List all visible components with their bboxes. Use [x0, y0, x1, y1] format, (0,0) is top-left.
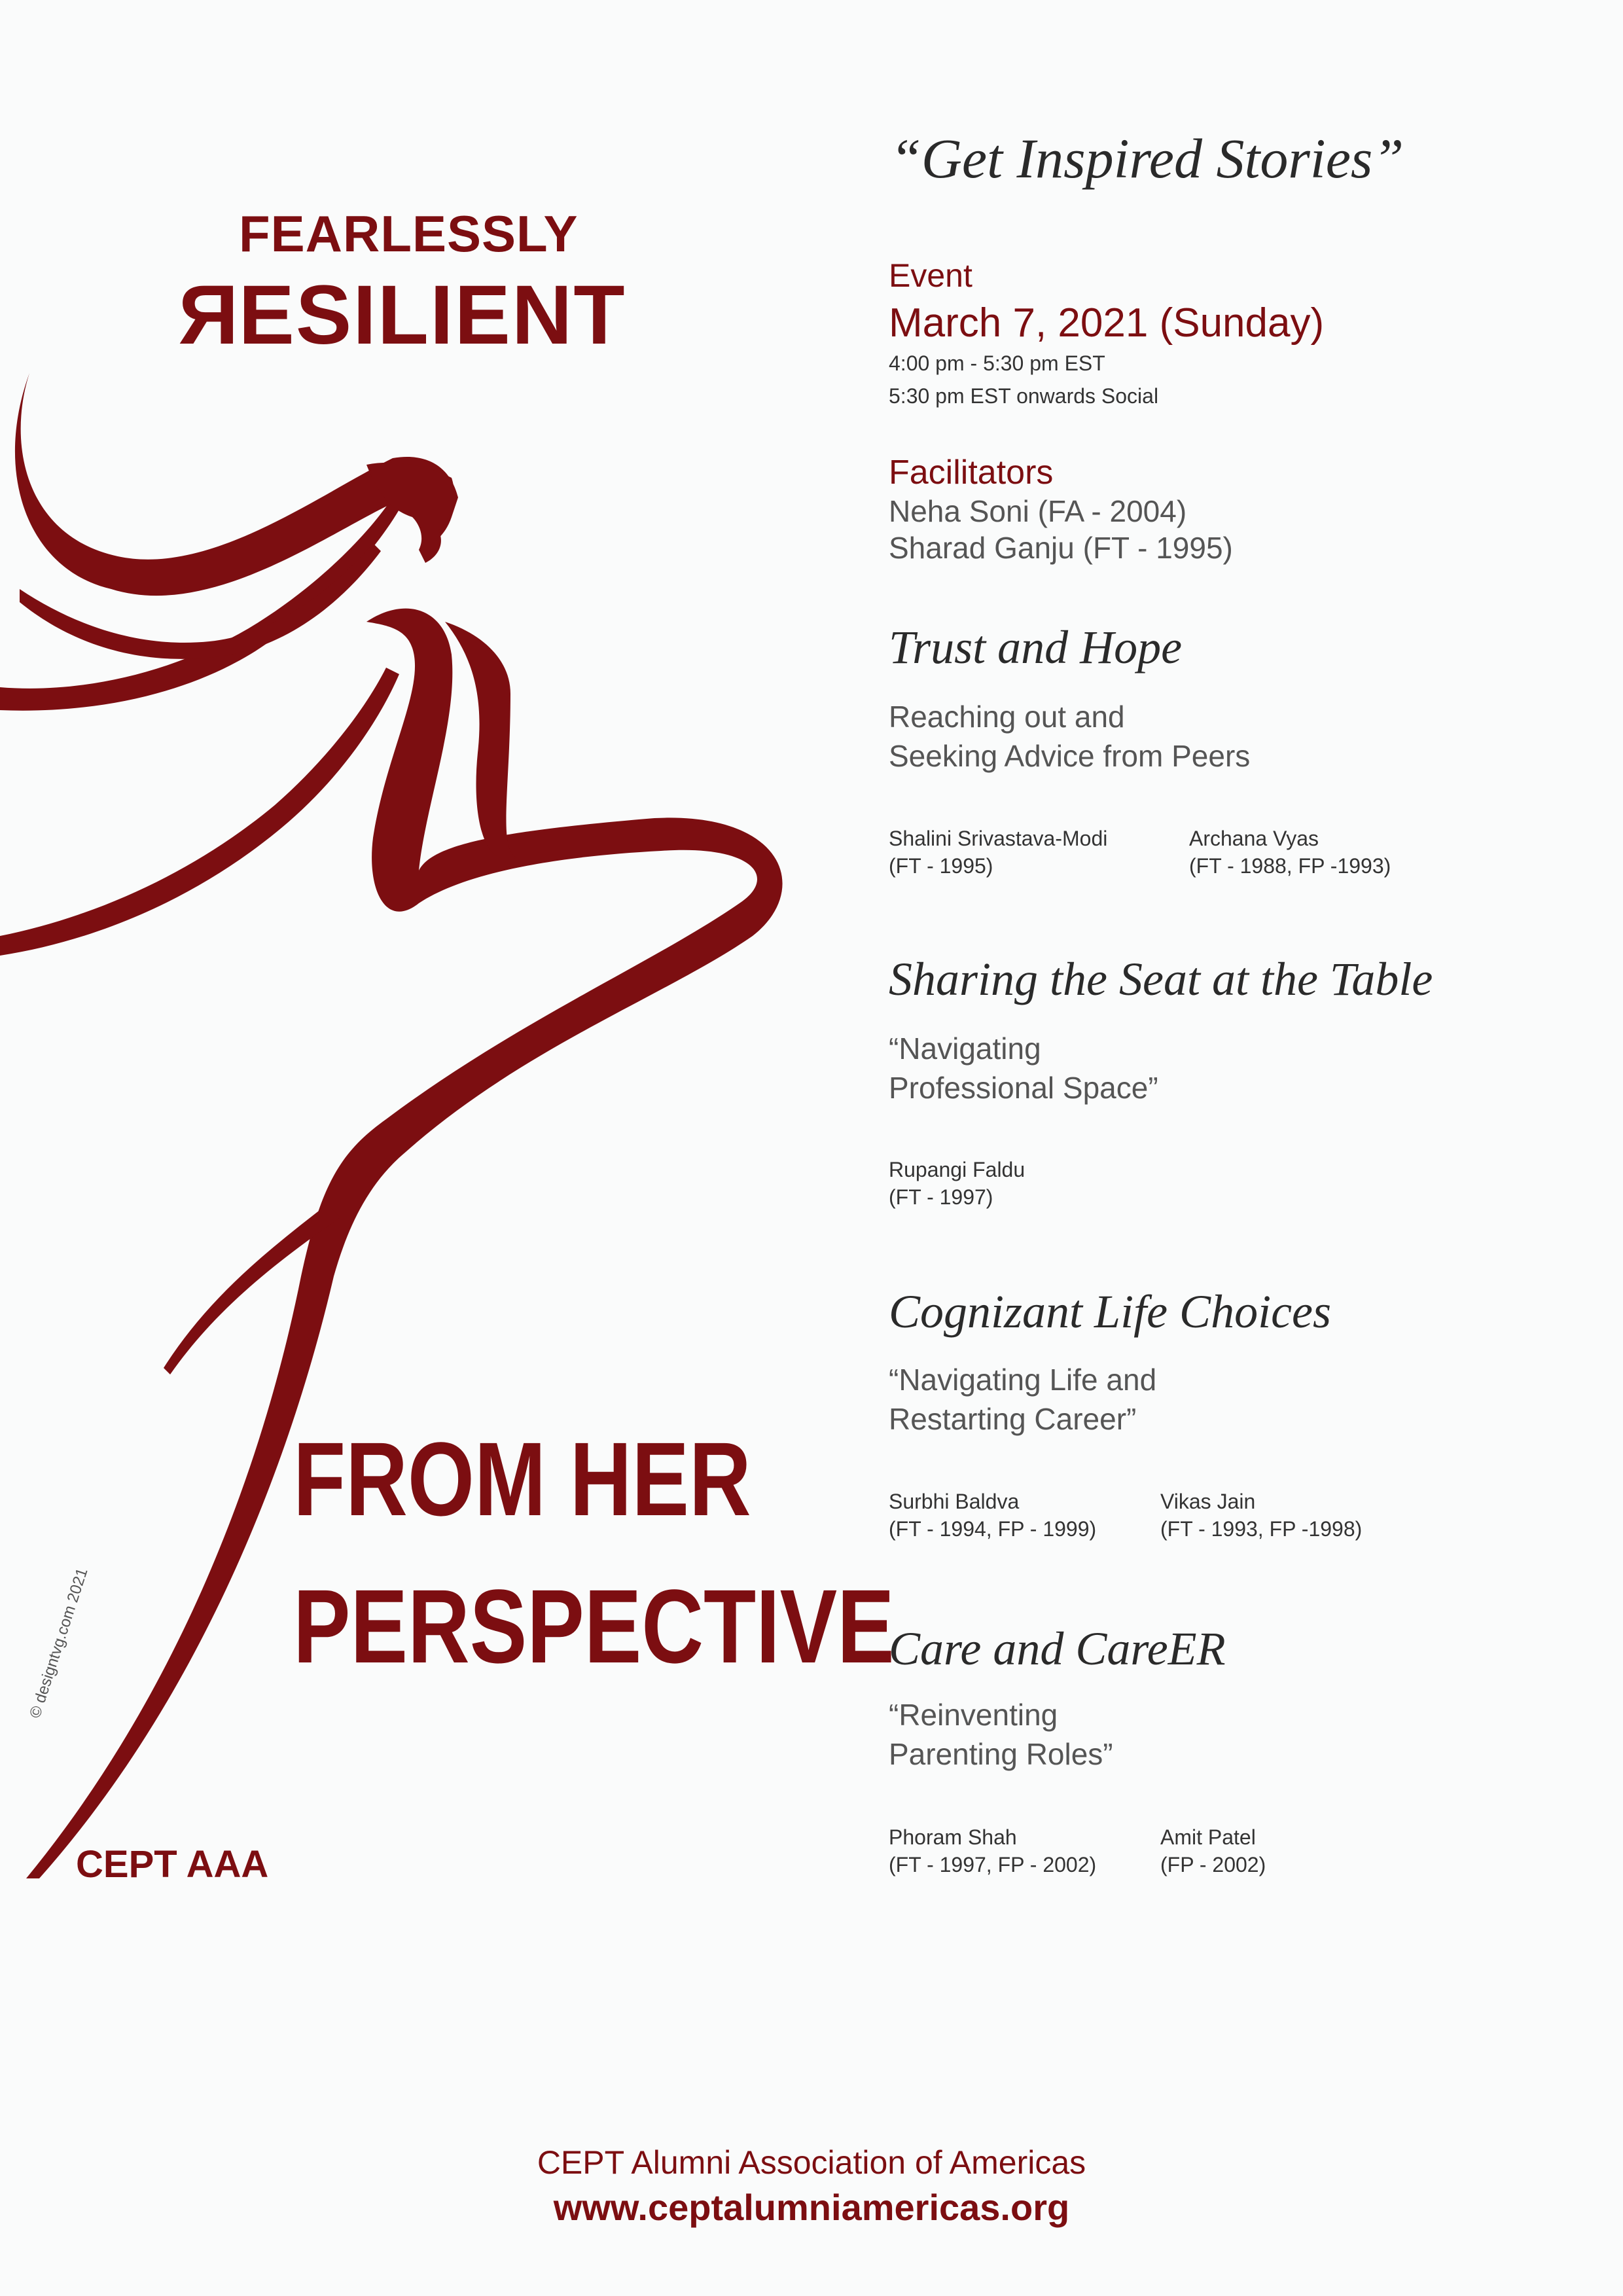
facilitators-label: Facilitators: [889, 454, 1054, 492]
session-title: Cognizant Life Choices: [889, 1285, 1332, 1338]
speaker-detail: (FP - 2002): [1160, 1853, 1266, 1876]
event-date: March 7, 2021 (Sunday): [889, 300, 1325, 346]
facilitator-name: Neha Soni (FA - 2004): [889, 494, 1187, 528]
tagline-line-1: FROM HER: [293, 1420, 751, 1537]
session-subtitle: Reaching out and: [889, 700, 1125, 734]
tagline-line-2: PERSPECTIVE: [293, 1568, 895, 1685]
speaker-name: Rupangi Faldu: [889, 1158, 1026, 1181]
speaker-detail: (FT - 1993, FP -1998): [1160, 1517, 1363, 1541]
speaker-detail: (FT - 1988, FP -1993): [1189, 854, 1391, 878]
body-stroke: [26, 609, 783, 1878]
session-subtitle: Restarting Career”: [889, 1402, 1137, 1436]
speaker-detail: (FT - 1995): [889, 854, 993, 878]
hair-stroke: [0, 668, 399, 956]
speaker-name: Archana Vyas: [1189, 827, 1319, 850]
design-credit: © designtvg.com 2021: [26, 1566, 92, 1721]
session-subtitle: “Reinventing: [889, 1698, 1058, 1732]
speaker-name: Shalini Srivastava-Modi: [889, 827, 1108, 850]
event-time: 4:00 pm - 5:30 pm EST: [889, 351, 1105, 375]
speaker-name: Amit Patel: [1160, 1825, 1256, 1849]
session-subtitle: “Navigating Life and: [889, 1363, 1157, 1397]
speaker-name: Vikas Jain: [1160, 1490, 1256, 1513]
main-title: “Get Inspired Stories”: [890, 127, 1404, 190]
mirrored-letter: R: [177, 268, 239, 362]
speaker-name: Phoram Shah: [889, 1825, 1017, 1849]
headline-resilient: [177, 267, 626, 363]
speaker-detail: (FT - 1994, FP - 1999): [889, 1517, 1097, 1541]
speaker-detail: (FT - 1997): [889, 1185, 993, 1209]
event-social: 5:30 pm EST onwards Social: [889, 384, 1159, 408]
body-stroke: [445, 622, 517, 859]
org-short-name: CEPT AAA: [76, 1843, 269, 1886]
session-subtitle: Seeking Advice from Peers: [889, 739, 1251, 773]
session-subtitle: Parenting Roles”: [889, 1737, 1113, 1771]
session-title: Care and CareER: [889, 1623, 1226, 1675]
event-label: Event: [889, 257, 972, 294]
session-subtitle: Professional Space”: [889, 1071, 1158, 1105]
footer-org-name: CEPT Alumni Association of Americas: [537, 2144, 1086, 2181]
speaker-detail: (FT - 1997, FP - 2002): [889, 1853, 1097, 1876]
headline-fearlessly: FEARLESSLY: [239, 205, 579, 262]
facilitator-name: Sharad Ganju (FT - 1995): [889, 531, 1233, 565]
session-subtitle: “Navigating: [889, 1031, 1041, 1066]
footer-website-link[interactable]: www.ceptalumniamericas.org: [553, 2187, 1070, 2228]
speaker-name: Surbhi Baldva: [889, 1490, 1020, 1513]
session-title: Sharing the Seat at the Table: [889, 953, 1433, 1005]
session-title: Trust and Hope: [889, 621, 1183, 673]
face-profile: [366, 463, 454, 563]
headline-resilient-rest: ESILIENT: [238, 268, 626, 362]
